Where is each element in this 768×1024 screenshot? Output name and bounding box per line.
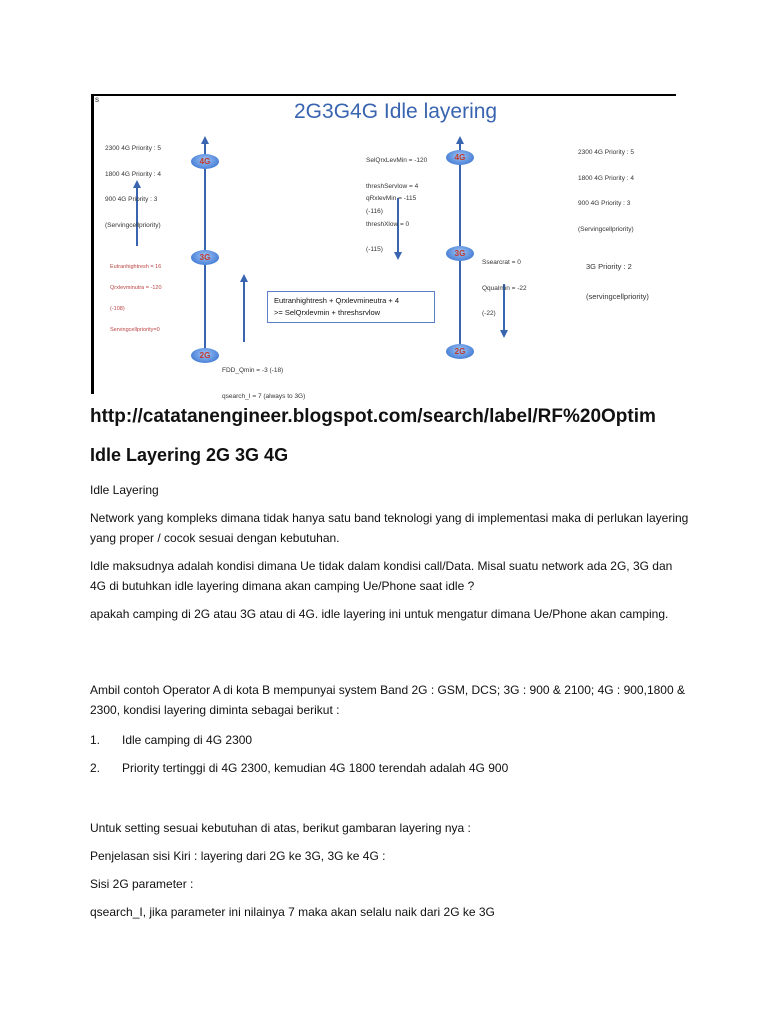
left-2g-params: FDD_Qmin = -3 (-18) qsearch_I = 7 (always to 3G) <box>222 367 306 400</box>
formula-line-1: Eutranhightresh + Qrxlevmineutra + 4 <box>274 296 400 305</box>
right-3g-node: 3G <box>446 246 474 261</box>
paragraph-idle-layering: Idle Layering <box>90 483 159 497</box>
list-item: 2. Priority tertinggi di 4G 2300, kemudian 4G 1800 terendah adalah 4G 900 <box>90 761 509 775</box>
paragraph-left-side: Penjelasan sisi Kiri : layering dari 2G ke 3G, 3G ke 4G : <box>90 849 386 863</box>
mid-top-params: SelQrxLevMin = -120 threshServlow = 4 (-116) <box>366 157 428 215</box>
diagram-title: 2G3G4G Idle layering <box>294 100 498 123</box>
list-item: 1. Idle camping di 4G 2300 <box>90 733 253 747</box>
formula-line-2: >= SelQrxlevmin + threshsrvlow <box>274 308 381 317</box>
paragraph-2g-param: Sisi 2G parameter : <box>90 877 194 891</box>
right-3g-priority: 3G Priority : 2 (servingcellpriority) <box>586 262 649 301</box>
left-2g-node: 2G <box>191 348 219 363</box>
paragraph-camping: apakah camping di 2G atau 3G atau di 4G. idle layering ini untuk mengatur dimana Ue/Phone akan camping. <box>90 607 669 621</box>
paragraph-network: Network yang kompleks dimana tidak hanya satu band teknologi yang di implementasi maka di perlukan layering yang proper / cocok sesuai dengan kebutuhan. <box>90 511 689 545</box>
layering-diagram <box>91 94 676 400</box>
diagram-canvas <box>94 95 676 400</box>
right-3g-params: Ssearcrat = 0 Qqualmin = -22 (-22) <box>482 259 527 317</box>
source-link[interactable]: http://catatanengineer.blogspot.com/search/label/RF%20Optim <box>90 406 656 427</box>
right-4g-node: 4G <box>446 150 474 165</box>
paragraph-setting: Untuk setting sesuai kebutuhan di atas, berikut gambaran layering nya : <box>90 821 471 835</box>
page-title: Idle Layering 2G 3G 4G <box>90 445 289 465</box>
paragraph-idle-definition: Idle maksudnya adalah kondisi dimana Ue tidak dalam kondisi call/Data. Misal suatu network ada 2G, 3G dan 4G di butuhkan idle layering dimana akan camping Ue/Phone saat idle ? <box>90 559 673 593</box>
right-2g-node: 2G <box>446 344 474 359</box>
corner-mark: s <box>95 95 99 104</box>
formula-box <box>267 291 435 323</box>
left-3g-node: 3G <box>191 250 219 265</box>
right-priority-list: 2300 4G Priority : 5 1800 4G Priority : 4 900 4G Priority : 3 (Servingcellpriority) <box>578 149 634 233</box>
left-4g-node: 4G <box>191 154 219 169</box>
mid-params: qRxlevMin = -115 threshXlow = 0 (-115) <box>366 195 417 253</box>
left-3g-params: Eutranhightresh = 16 Qrxlevminutra = -120 (-108) Servingcellpriority=0 <box>110 264 162 333</box>
left-priority-list: 2300 4G Priority : 5 1800 4G Priority : 4 900 4G Priority : 3 (Servingcellpriority) <box>105 145 161 229</box>
paragraph-example: Ambil contoh Operator A di kota B mempunyai system Band 2G : GSM, DCS; 3G : 900 & 2100; 4G : 900,1800 & 2300, kondisi layering diminta sebagai berikut : <box>90 683 685 717</box>
paragraph-qsearch: qsearch_I, jika parameter ini nilainya 7 maka akan selalu naik dari 2G ke 3G <box>90 905 495 919</box>
